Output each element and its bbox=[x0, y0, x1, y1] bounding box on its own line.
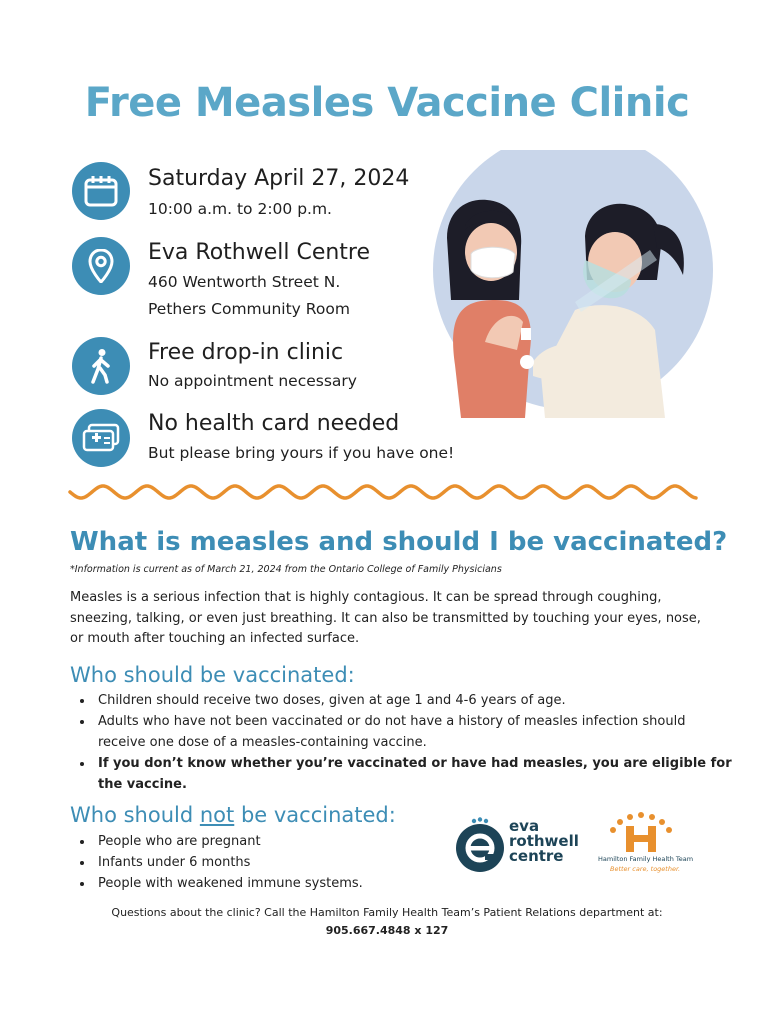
who-should-not-list bbox=[70, 831, 434, 894]
clinic-date: Saturday April 27, 2024 bbox=[148, 166, 410, 191]
eva-rothwell-logo bbox=[455, 815, 595, 875]
location-room: Pethers Community Room bbox=[148, 300, 350, 318]
measles-description: Measles is a serious infection that is highly contagious. It can be spread through coughing, sneezing, talking, or even just breathing. It can also be transmitted by touching your eyes, nose, or mouth after touching an infected surface. bbox=[70, 590, 701, 646]
vaccination-illustration bbox=[425, 150, 725, 440]
location-name: Eva Rothwell Centre bbox=[148, 240, 371, 265]
dropin-heading: Free drop-in clinic bbox=[148, 340, 344, 365]
eva-logo-text-3: centre bbox=[509, 847, 564, 865]
list-item: • Children should receive two doses, given at age 1 and 4-6 years of age. bbox=[94, 690, 734, 711]
map-pin-icon bbox=[72, 237, 130, 295]
calendar-icon bbox=[72, 162, 130, 220]
heading-emphasis: not bbox=[199, 803, 235, 827]
list-item: • Infants under 6 months bbox=[94, 852, 434, 873]
who-should-heading: Who should be vaccinated: bbox=[70, 663, 355, 687]
eva-logo-text-2: rothwell bbox=[509, 832, 579, 850]
health-card-subtext: But please bring yours if you have one! bbox=[148, 444, 455, 462]
list-item: • People with weakened immune systems. bbox=[94, 873, 434, 894]
list-item: • Adults who have not been vaccinated or do not have a history of measles infection should receive one dose of a measles-containing vaccine. bbox=[94, 711, 734, 753]
clinic-hours: 10:00 a.m. to 2:00 p.m. bbox=[148, 200, 332, 218]
eva-logo-text-1: eva bbox=[509, 817, 540, 835]
hfht-logo-tagline: Better care, together. bbox=[610, 865, 681, 873]
footer-phone: 905.667.4848 x 127 bbox=[325, 924, 449, 937]
hfht-logo-mark bbox=[606, 810, 676, 854]
walking-person-icon bbox=[72, 337, 130, 395]
hfht-logo bbox=[598, 810, 704, 878]
dropin-subtext: No appointment necessary bbox=[148, 372, 357, 390]
heading-part: Who should bbox=[70, 803, 200, 827]
list-item: • If you don’t know whether you’re vaccinated or have had measles, you are eligible for the vaccine. bbox=[94, 753, 734, 795]
wave-divider bbox=[68, 482, 700, 502]
who-should-list bbox=[70, 690, 734, 795]
list-item: • People who are pregnant bbox=[94, 831, 434, 852]
health-card-heading: No health card needed bbox=[148, 411, 400, 436]
eva-logo-mark bbox=[455, 817, 505, 873]
source-note: *Information is current as of March 21, 2024 from the Ontario College of Family Physicians bbox=[70, 564, 502, 575]
footer-question: Questions about the clinic? Call the Hamilton Family Health Team’s Patient Relations department at: bbox=[111, 906, 663, 919]
who-should-not-heading bbox=[70, 803, 396, 827]
heading-part: be vaccinated: bbox=[234, 803, 396, 827]
hfht-logo-name: Hamilton Family Health Team bbox=[598, 855, 694, 863]
health-card-icon bbox=[72, 409, 130, 467]
section-title: What is measles and should I be vaccinated? bbox=[70, 527, 728, 557]
page-title: Free Measles Vaccine Clinic bbox=[84, 80, 690, 126]
location-address: 460 Wentworth Street N. bbox=[148, 273, 341, 291]
